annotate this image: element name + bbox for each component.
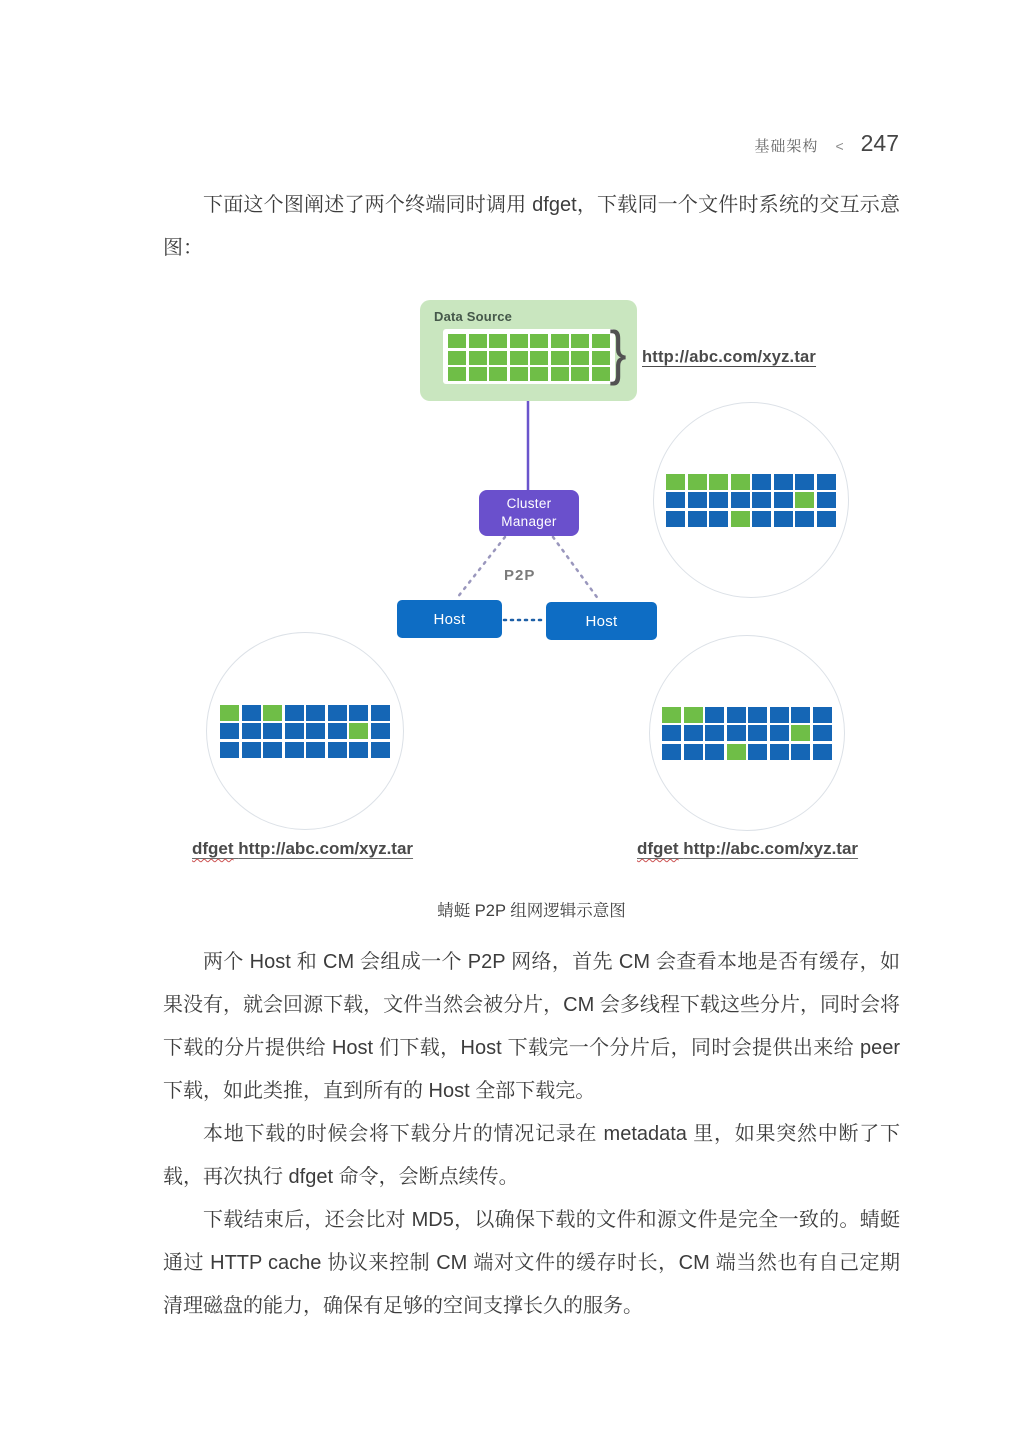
peer-file-chunks [220, 705, 390, 758]
dfget-url-text: http://abc.com/xyz.tar [238, 839, 414, 858]
chunk-block-green [448, 351, 466, 365]
chunk-row [448, 367, 610, 381]
chunk-block-blue [220, 742, 239, 758]
chunk-block-green [469, 334, 487, 348]
chunk-row [666, 511, 836, 527]
chunk-block-blue [813, 707, 832, 723]
chunk-row [662, 744, 832, 760]
chunk-block-blue [684, 744, 703, 760]
chunk-block-blue [748, 744, 767, 760]
chunk-block-blue [220, 723, 239, 739]
chunk-block-green [530, 334, 548, 348]
chunk-block-green [469, 351, 487, 365]
chunk-block-blue [731, 492, 750, 508]
chunk-block-blue [688, 511, 707, 527]
dfget-command-label-right [637, 839, 858, 859]
body-paragraph: 下载结束后，还会比对 MD5，以确保下载的文件和源文件是完全一致的。蜻蜓通过 HTTP cache 协议来控制 CM 端对文件的缓存时长，CM 端当然也有自己定期清理磁盘的能力，确保有足够的空间支撑长久的服务。 [163, 1209, 900, 1317]
chunk-block-blue [328, 742, 347, 758]
chunk-block-blue [813, 744, 832, 760]
chunk-block-green [489, 351, 507, 365]
chunk-block-green [688, 474, 707, 490]
chunk-block-green [684, 707, 703, 723]
p2p-network-diagram [170, 290, 910, 898]
data-source-label: Data Source [434, 309, 513, 324]
chunk-block-blue [688, 492, 707, 508]
chunk-block-blue [791, 744, 810, 760]
dfget-url-text: http://abc.com/xyz.tar [683, 839, 859, 858]
chunk-block-blue [371, 742, 390, 758]
chunk-block-green [727, 744, 746, 760]
data-source-file-chunks [443, 329, 615, 384]
chunk-block-green [510, 367, 528, 381]
section-title: 基础架构 [754, 138, 819, 155]
chunk-block-blue [662, 744, 681, 760]
chunk-block-blue [705, 725, 724, 741]
chunk-block-green [469, 367, 487, 381]
chunk-row [220, 742, 390, 758]
chunk-block-green [662, 707, 681, 723]
chunk-block-blue [774, 474, 793, 490]
chunk-block-blue [349, 705, 368, 721]
chunk-block-blue [306, 705, 325, 721]
chunk-block-blue [306, 723, 325, 739]
chunk-block-blue [285, 723, 304, 739]
page-number: 247 [860, 130, 899, 156]
chunk-block-blue [791, 707, 810, 723]
chunk-block-blue [752, 474, 771, 490]
chunk-block-blue [709, 511, 728, 527]
chunk-block-green [530, 351, 548, 365]
chunk-block-blue [813, 725, 832, 741]
chunk-row [662, 707, 832, 723]
chunk-block-blue [371, 705, 390, 721]
dfget-command-label-left [192, 839, 413, 859]
chunk-block-green [731, 474, 750, 490]
cluster-manager-node [479, 490, 579, 536]
cluster-manager-label-line2: Manager [501, 514, 557, 529]
body-text [163, 941, 900, 1328]
chunk-block-green [571, 334, 589, 348]
chunk-block-green [220, 705, 239, 721]
chunk-block-blue [666, 511, 685, 527]
peer-file-chunks [666, 474, 836, 527]
chunk-row [448, 351, 610, 365]
chunk-block-blue [371, 723, 390, 739]
host-node-left: Host [397, 600, 502, 638]
chunk-block-green [571, 367, 589, 381]
chunk-block-green [551, 351, 569, 365]
chunk-block-blue [752, 492, 771, 508]
cm-to-host-right-dotted-line [553, 537, 599, 600]
chunk-block-blue [328, 723, 347, 739]
chunk-row [220, 723, 390, 739]
source-url-label: http://abc.com/xyz.tar [642, 348, 817, 366]
dfget-command-text: dfget [192, 839, 234, 858]
chunk-block-blue [328, 705, 347, 721]
chunk-block-blue [795, 511, 814, 527]
chunk-block-green [709, 474, 728, 490]
intro-paragraph: 下面这个图阐述了两个终端同时调用 dfget，下载同一个文件时系统的交互示意图： [163, 194, 900, 259]
chunk-block-green [731, 511, 750, 527]
chunk-block-blue [306, 742, 325, 758]
chunk-block-blue [285, 742, 304, 758]
chunk-block-green [510, 351, 528, 365]
chunk-block-blue [770, 707, 789, 723]
chunk-block-blue [705, 707, 724, 723]
chunk-block-blue [349, 742, 368, 758]
chunk-block-green [551, 334, 569, 348]
chunk-block-blue [774, 511, 793, 527]
chunk-row [662, 725, 832, 741]
chunk-block-green [263, 705, 282, 721]
chunk-block-blue [242, 742, 261, 758]
dfget-command-text: dfget [637, 839, 679, 858]
chunk-block-blue [242, 705, 261, 721]
chunk-block-green [592, 351, 610, 365]
chunk-block-green [489, 334, 507, 348]
chunk-block-blue [727, 707, 746, 723]
chunk-block-blue [263, 742, 282, 758]
chunk-block-blue [748, 725, 767, 741]
chunk-block-green [592, 367, 610, 381]
peer-circle-bottom-right [649, 635, 845, 831]
header-separator: < [835, 138, 844, 154]
chunk-block-green [510, 334, 528, 348]
chunk-block-green [530, 367, 548, 381]
chunk-block-blue [285, 705, 304, 721]
chunk-block-blue [684, 725, 703, 741]
chunk-row [666, 492, 836, 508]
body-paragraph: 本地下载的时候会将下载分片的情况记录在 metadata 里，如果突然中断了下载，再次执行 dfget 命令，会断点续传。 [163, 1123, 900, 1188]
chunk-block-blue [662, 725, 681, 741]
chunk-block-blue [774, 492, 793, 508]
p2p-label: P2P [504, 567, 536, 584]
peer-circle-top-right [653, 402, 849, 598]
body-paragraph: 两个 Host 和 CM 会组成一个 P2P 网络，首先 CM 会查看本地是否有缓存，如果没有，就会回源下载，文件当然会被分片，CM 会多线程下载这些分片，同时会将下载的分片提供给 Host 们下载，Host 下载完一个分片后，同时会提供出来给 peer 下载，如此类推，直到所有的 Host 全部下载完。 [163, 951, 900, 1102]
chunk-block-blue [705, 744, 724, 760]
cm-to-host-left-dotted-line [457, 537, 505, 598]
brace-glyph: } [609, 319, 627, 386]
peer-circle-bottom-left [206, 632, 404, 830]
chunk-block-blue [817, 474, 836, 490]
chunk-block-green [791, 725, 810, 741]
chunk-row [666, 474, 836, 490]
chunk-block-blue [817, 492, 836, 508]
chunk-block-blue [666, 492, 685, 508]
page-header [754, 130, 899, 157]
chunk-block-green [448, 334, 466, 348]
chunk-block-green [551, 367, 569, 381]
chunk-block-blue [263, 723, 282, 739]
chunk-block-blue [817, 511, 836, 527]
chunk-row [220, 705, 390, 721]
chunk-block-blue [770, 744, 789, 760]
chunk-row [448, 334, 610, 348]
chunk-block-blue [752, 511, 771, 527]
chunk-block-blue [727, 725, 746, 741]
chunk-block-blue [795, 474, 814, 490]
figure-caption: 蜻蜓 P2P 组网逻辑示意图 [437, 902, 626, 920]
chunk-block-blue [770, 725, 789, 741]
chunk-block-green [592, 334, 610, 348]
chunk-block-blue [748, 707, 767, 723]
chunk-block-green [349, 723, 368, 739]
chunk-block-green [448, 367, 466, 381]
chunk-block-green [489, 367, 507, 381]
chunk-block-green [795, 492, 814, 508]
chunk-block-blue [242, 723, 261, 739]
peer-file-chunks [662, 707, 832, 760]
host-node-right: Host [546, 602, 657, 640]
chunk-block-blue [709, 492, 728, 508]
chunk-block-green [571, 351, 589, 365]
chunk-block-green [666, 474, 685, 490]
cluster-manager-label-line1: Cluster [506, 496, 552, 512]
data-source-box [420, 300, 637, 401]
